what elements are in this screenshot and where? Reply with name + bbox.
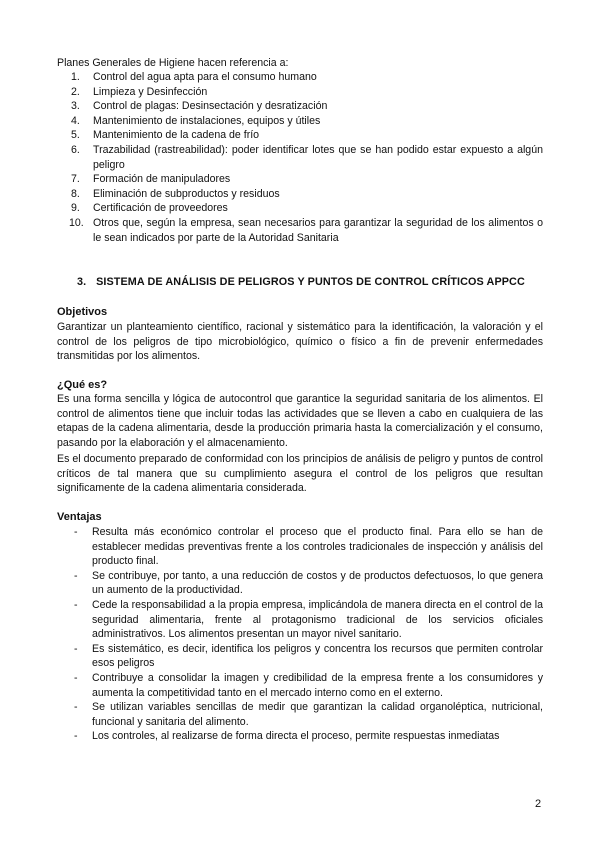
list-item	[57, 99, 543, 114]
list-item	[57, 729, 543, 744]
list-item	[57, 85, 543, 100]
list-item	[57, 70, 543, 85]
list-item	[57, 114, 543, 129]
list-bullet: -	[74, 569, 78, 582]
list-bullet: -	[74, 642, 78, 655]
list-item-text: Es sistemático, es decir, identifica los peligros y concentra los recursos que permiten controlar esos peligros	[92, 642, 543, 670]
section-number: 3.	[77, 276, 87, 288]
list-item-text: Resulta más económico controlar el proceso que el producto final. Para ello se han de establecer medidas preventivas frente a los controles tradicionales de inspección y análisis del producto final.	[92, 526, 543, 568]
list-number: 3.	[71, 100, 80, 113]
list-number: 7.	[71, 173, 80, 186]
list-item	[57, 143, 543, 172]
list-item-text: Mantenimiento de instalaciones, equipos y útiles	[93, 114, 321, 127]
list-item	[57, 569, 543, 598]
objetivos-heading: Objetivos	[57, 306, 108, 318]
list-item-text: Se contribuye, por tanto, a una reducción de costos y de productos defectuosos, lo que genera un aumento de la productividad.	[92, 569, 543, 597]
list-item-text: Control del agua apta para el consumo humano	[93, 71, 317, 83]
ventajas-list	[57, 525, 543, 744]
list-item-text: Los controles, al realizarse de forma directa el proceso, permite respuestas inmediatas	[92, 730, 500, 743]
list-item-text: Contribuye a consolidar la imagen y credibilidad de la empresa frente a los consumidores y aumenta la competitividad tanto en el mercado interno como en el externo.	[92, 671, 543, 699]
list-item-text: Eliminación de subproductos y residuos	[93, 187, 280, 200]
list-item-text: Limpieza y Desinfección	[93, 85, 208, 98]
list-item	[57, 671, 543, 700]
list-item	[57, 642, 543, 671]
intro-text: Planes Generales de Higiene hacen referencia a:	[57, 57, 289, 69]
list-number: 8.	[71, 187, 80, 200]
list-number: 9.	[71, 202, 80, 215]
list-item	[57, 598, 543, 642]
list-bullet: -	[74, 671, 78, 684]
list-number: 10.	[69, 216, 84, 229]
list-item	[57, 187, 543, 202]
section-title	[77, 275, 547, 290]
list-item	[57, 216, 543, 245]
ventajas-heading: Ventajas	[57, 511, 102, 523]
list-item-text: Mantenimiento de la cadena de frío	[93, 129, 260, 142]
que-es-paragraph-2: Es el documento preparado de conformidad con los principios de análisis de peligro y puntos de control críticos de tal manera que su cumplimiento asegura el control de los peligros que resultan significamente de la cadena alimentaria considerada.	[57, 453, 543, 495]
list-number: 2.	[71, 85, 80, 98]
list-item	[57, 525, 543, 569]
list-item	[57, 700, 543, 729]
list-item	[57, 172, 543, 187]
que-es-paragraph-1: Es una forma sencilla y lógica de autocontrol que garantice la seguridad sanitaria de los alimentos. El control de alimentos tiene que incluir todas las actividades que se lleven a cabo en cualquiera de las etapas de la cadena alimentaria, desde la producción primaria hasta la comercialización y el consumo, pasando por la elaboración y el almacenamiento.	[57, 393, 543, 449]
list-item-text: Cede la responsabilidad a la propia empresa, implicándola de manera directa en el control de la seguridad alimentaria, frente al protagonismo tradicional de los servicios oficiales administrativos. Los alimentos presentan un mayor nivel sanitario.	[92, 598, 543, 641]
list-item-text: Trazabilidad (rastreabilidad): poder identificar lotes que se han podido estar expuesto a algún peligro	[93, 143, 543, 171]
list-item-text: Se utilizan variables sencillas de medir que garantizan la calidad organoléptica, nutricional, funcional y sanitaria del alimento.	[92, 701, 543, 728]
objetivos-paragraph: Garantizar un planteamiento científico, racional y sistemático para la identificación, la valoración y el control de los peligros de tipo microbiológico, químico o físico a fin de prevenir enfermedades transmitidas por los alimentos.	[57, 321, 543, 363]
list-bullet: -	[74, 730, 78, 743]
list-item	[57, 128, 543, 143]
list-number: 5.	[71, 129, 80, 142]
list-number: 1.	[71, 71, 80, 83]
list-item	[57, 201, 543, 216]
list-bullet: -	[74, 598, 78, 611]
page-number: 2	[535, 798, 542, 810]
list-number: 4.	[71, 114, 80, 127]
list-number: 6.	[71, 143, 80, 156]
list-item-text: Certificación de proveedores	[93, 202, 228, 215]
list-item-text: Otros que, según la empresa, sean necesarios para garantizar la seguridad de los alimentos o le sean indicados por parte de la Autoridad Sanitaria	[93, 216, 543, 244]
list-bullet: -	[74, 701, 78, 714]
hygiene-plans-list	[57, 70, 543, 245]
list-bullet: -	[74, 526, 78, 538]
list-item-text: Formación de manipuladores	[93, 173, 231, 186]
que-es-heading: ¿Qué es?	[57, 379, 108, 391]
section-title-text: SISTEMA DE ANÁLISIS DE PELIGROS Y PUNTOS DE CONTROL CRÍTICOS APPCC	[96, 276, 525, 288]
list-item-text: Control de plagas: Desinsectación y desratización	[93, 100, 328, 113]
